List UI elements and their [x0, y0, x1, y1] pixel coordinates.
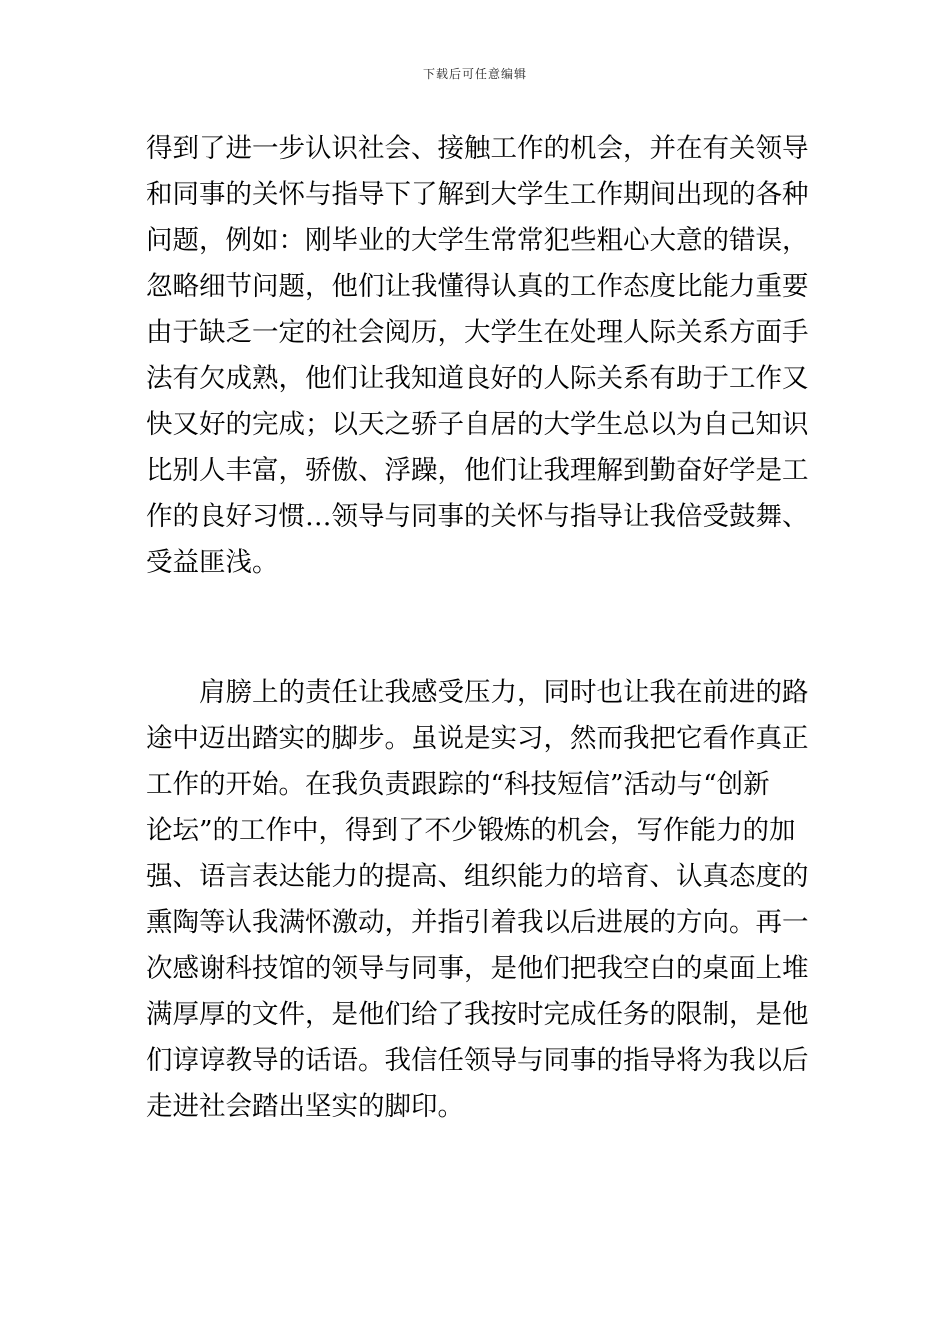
paragraph-line: 工作的开始。在我负责跟踪的“科技短信”活动与“创新 [146, 769, 770, 800]
paragraph-line: 途中迈出踏实的脚步。虽说是实习，然而我把它看作真正 [146, 723, 809, 754]
paragraph-line: 强、语言表达能力的提高、组织能力的培育、认真态度的 [146, 861, 809, 892]
paragraph-line: 受益匪浅。 [146, 547, 279, 578]
paragraph-line: 论坛”的工作中，得到了不少锻炼的机会，写作能力的加 [146, 815, 796, 846]
body-paragraph-1 [146, 126, 810, 586]
paragraph-line: 快又好的完成；以天之骄子自居的大学生总以为自己知识 [146, 409, 809, 440]
paragraph-line: 和同事的关怀与指导下了解到大学生工作期间出现的各种 [146, 179, 809, 210]
paragraph-line: 作的良好习惯…领导与同事的关怀与指导让我倍受鼓舞、 [146, 501, 809, 532]
body-paragraph-2 [146, 670, 810, 1130]
paragraph-line: 问题，例如：刚毕业的大学生常常犯些粗心大意的错误， [146, 225, 809, 256]
paragraph-line: 比别人丰富，骄傲、浮躁，他们让我理解到勤奋好学是工 [146, 455, 809, 486]
paragraph-line: 满厚厚的文件，是他们给了我按时完成任务的限制，是他 [146, 999, 809, 1030]
paragraph-line: 由于缺乏一定的社会阅历，大学生在处理人际关系方面手 [146, 317, 809, 348]
paragraph-line: 忽略细节问题，他们让我懂得认真的工作态度比能力重要 [146, 271, 809, 302]
paragraph-line: 走进社会踏出坚实的脚印。 [146, 1091, 464, 1122]
paragraph-line: 肩膀上的责任让我感受压力，同时也让我在前进的路 [146, 677, 809, 708]
paragraph-line: 们谆谆教导的话语。我信任领导与同事的指导将为我以后 [146, 1045, 809, 1076]
paragraph-line: 次感谢科技馆的领导与同事，是他们把我空白的桌面上堆 [146, 953, 809, 984]
paragraph-line: 熏陶等认我满怀激动，并指引着我以后进展的方向。再一 [146, 907, 809, 938]
paragraph-line: 得到了进一步认识社会、接触工作的机会，并在有关领导 [146, 133, 809, 164]
page-header: 下载后可任意编辑 [422, 67, 527, 81]
paragraph-line: 法有欠成熟，他们让我知道良好的人际关系有助于工作又 [146, 363, 809, 394]
